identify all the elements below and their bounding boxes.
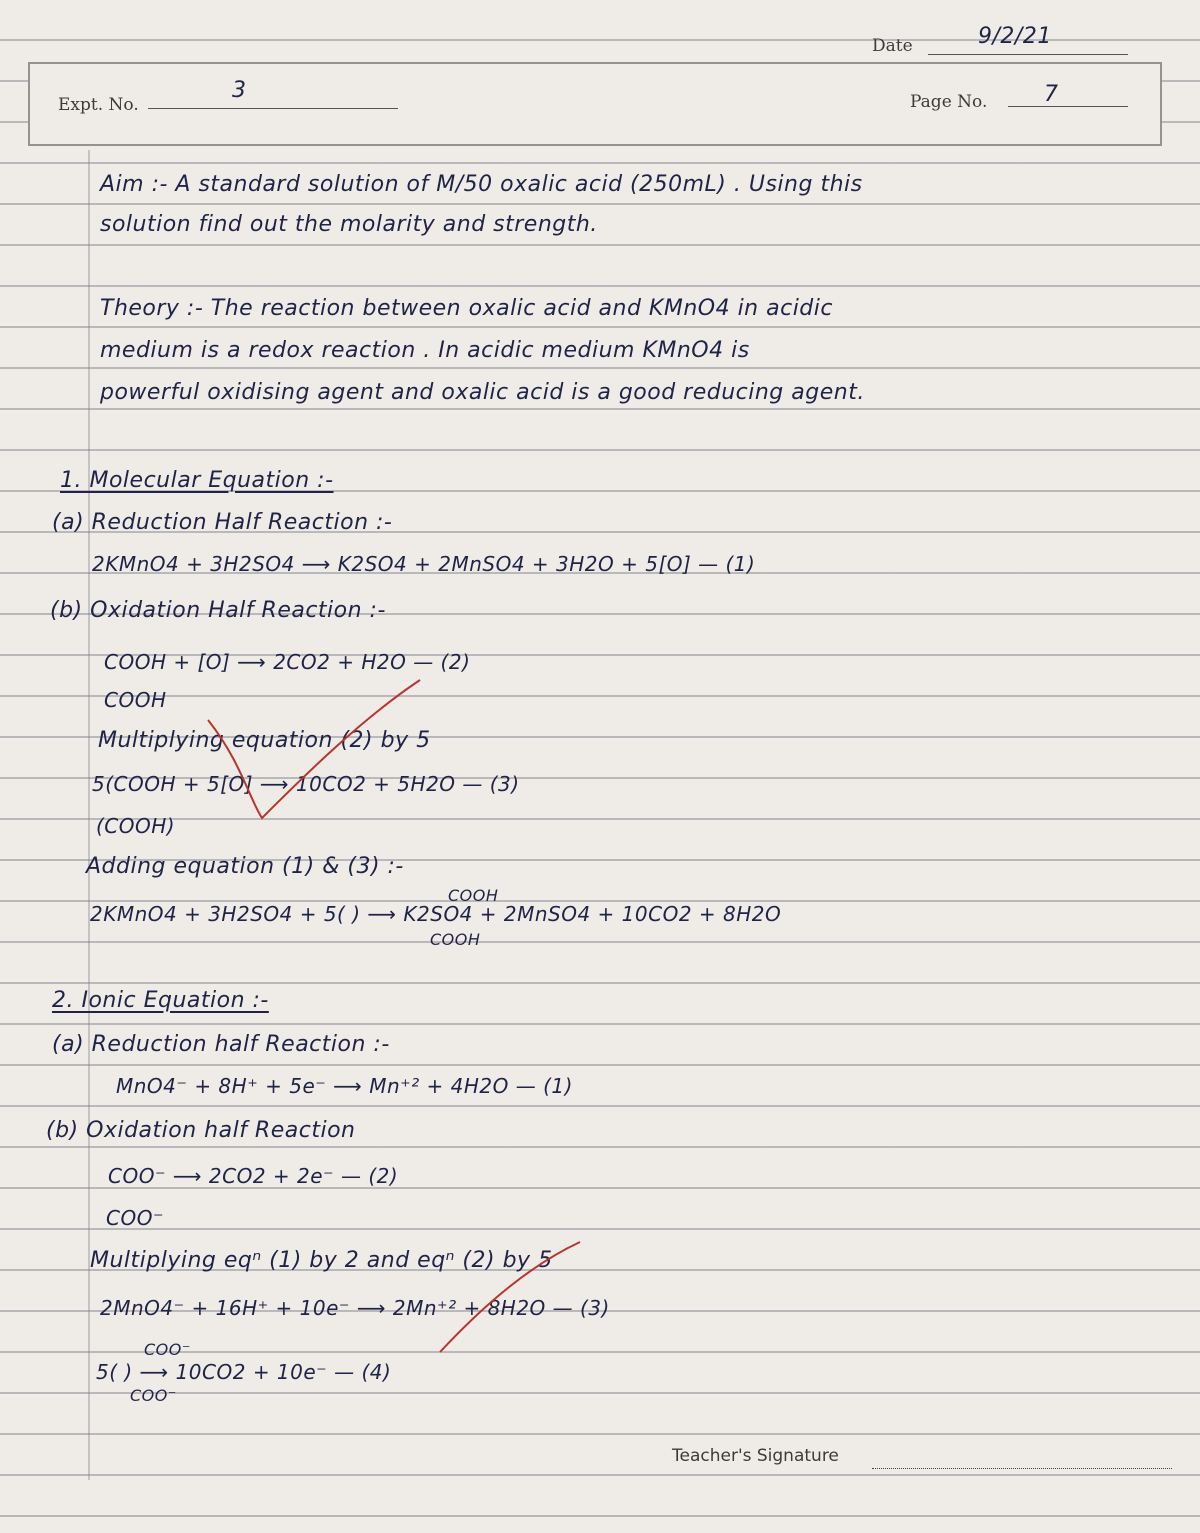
ionic-equation-4-coo-top: COO⁻ xyxy=(144,1340,191,1359)
ionic-oxidation-heading: (b) Oxidation half Reaction xyxy=(46,1118,356,1143)
theory-line-1: Theory :- The reaction between oxalic acid and KMnO4 in acidic xyxy=(100,296,833,321)
molecular-oxidation-heading: (b) Oxidation Half Reaction :- xyxy=(50,598,386,623)
molecular-oxidation-cooh: COOH xyxy=(104,688,167,712)
ionic-oxidation-coo: COO⁻ xyxy=(106,1206,165,1230)
ionic-equation-4-coo-bottom: COO⁻ xyxy=(130,1386,177,1405)
expt-no-value: 3 xyxy=(232,78,247,103)
molecular-equation-3: 5(COOH + 5[O] ⟶ 10CO2 + 5H2O — (3) xyxy=(92,772,520,796)
ionic-oxidation-equation: COO⁻ ⟶ 2CO2 + 2e⁻ — (2) xyxy=(108,1164,399,1188)
teacher-signature-line xyxy=(872,1468,1172,1469)
molecular-equation-3-cooh: (COOH) xyxy=(96,814,176,838)
date-value: 9/2/21 xyxy=(978,24,1052,49)
page-no-value: 7 xyxy=(1044,82,1059,107)
ionic-reduction-equation: MnO4⁻ + 8H⁺ + 5e⁻ ⟶ Mn⁺² + 4H2O — (1) xyxy=(116,1074,573,1098)
theory-line-2: medium is a redox reaction . In acidic medium KMnO4 is xyxy=(100,338,750,363)
molecular-adding-text: Adding equation (1) & (3) :- xyxy=(86,854,404,879)
molecular-final-equation: 2KMnO4 + 3H2SO4 + 5( ) ⟶ K2SO4 + 2MnSO4 + 10CO2 + 8H2O xyxy=(90,902,782,926)
ionic-reduction-heading: (a) Reduction half Reaction :- xyxy=(52,1032,390,1057)
molecular-heading: 1. Molecular Equation :- xyxy=(60,468,334,493)
date-rule xyxy=(928,54,1128,55)
expt-no-label: Expt. No. xyxy=(58,95,139,115)
molecular-multiply-text: Multiplying equation (2) by 5 xyxy=(98,728,431,753)
final-equation-cooh-bottom: COOH xyxy=(430,930,481,949)
molecular-oxidation-equation: COOH + [O] ⟶ 2CO2 + H2O — (2) xyxy=(104,650,471,674)
molecular-reduction-heading: (a) Reduction Half Reaction :- xyxy=(52,510,393,535)
molecular-reduction-equation: 2KMnO4 + 3H2SO4 ⟶ K2SO4 + 2MnSO4 + 3H2O + 5[O] — (1) xyxy=(92,552,756,576)
margin-line xyxy=(88,150,90,1480)
ionic-equation-3: 2MnO4⁻ + 16H⁺ + 10e⁻ ⟶ 2Mn⁺² + 8H2O — (3) xyxy=(100,1296,610,1320)
ionic-multiply-text: Multiplying eqⁿ (1) by 2 and eqⁿ (2) by 5 xyxy=(90,1248,553,1273)
aim-line-2: solution find out the molarity and strength. xyxy=(100,212,598,237)
header-box xyxy=(28,62,1162,146)
expt-no-rule xyxy=(148,108,398,109)
aim-line-1: Aim :- A standard solution of M/50 oxalic acid (250mL) . Using this xyxy=(100,172,863,197)
ionic-heading: 2. Ionic Equation :- xyxy=(52,988,269,1013)
theory-line-3: powerful oxidising agent and oxalic acid is a good reducing agent. xyxy=(100,380,865,405)
page-no-label: Page No. xyxy=(910,92,988,112)
teacher-signature-label: Teacher's Signature xyxy=(672,1446,839,1466)
page-no-rule xyxy=(1008,106,1128,107)
ionic-equation-4: 5( ) ⟶ 10CO2 + 10e⁻ — (4) xyxy=(96,1360,392,1384)
date-label: Date xyxy=(872,36,913,56)
final-equation-cooh-top: COOH xyxy=(448,886,499,905)
